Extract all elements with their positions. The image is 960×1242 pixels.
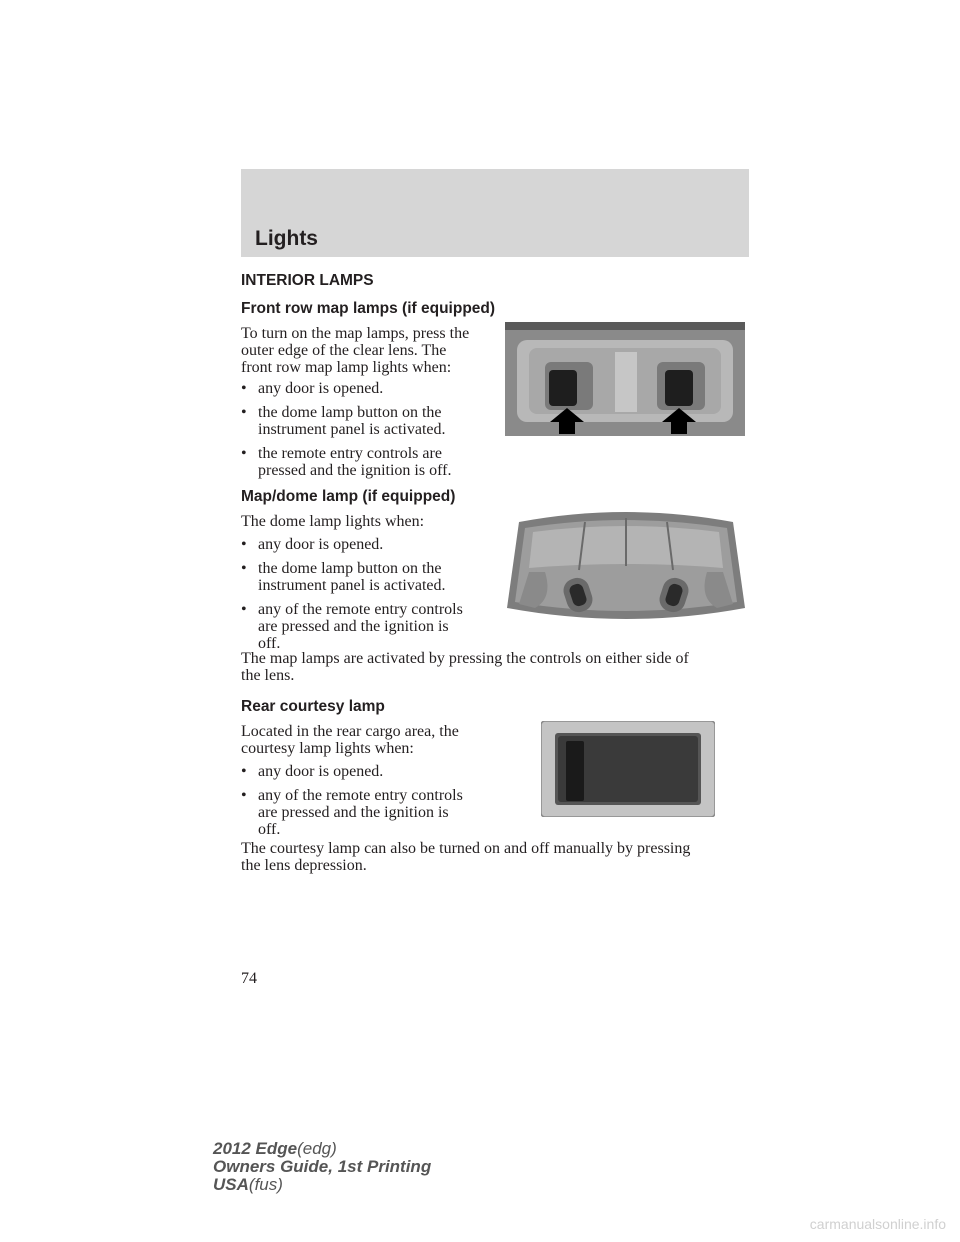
text-line: The map lamps are activated by pressing the controls on either side of [241, 650, 689, 667]
rear-courtesy-lamp-figure [541, 721, 715, 817]
front-map-lamps-figure [505, 322, 745, 436]
text-line: To turn on the map lamps, press the [241, 325, 470, 342]
bullet-glyph: • [241, 763, 247, 780]
footer-model-code: (edg) [297, 1139, 337, 1158]
text-line: the remote entry controls are [258, 445, 442, 462]
text-line: front row map lamp lights when: [241, 359, 452, 376]
map-dome-lamp-figure [505, 508, 747, 626]
text-line: the lens depression. [241, 857, 367, 874]
list-item [241, 536, 463, 553]
bullet-glyph: • [241, 601, 247, 618]
map-dome-bullet-list [241, 536, 463, 659]
footer-model: 2012 Edge [213, 1139, 298, 1158]
text-line: The courtesy lamp can also be turned on and off manually by pressing [241, 840, 691, 857]
document-footer [213, 1140, 431, 1194]
text-line: courtesy lamp lights when: [241, 740, 414, 757]
text-line: are pressed and the ignition is [258, 618, 449, 635]
text-line: any door is opened. [258, 380, 384, 397]
rear-courtesy-intro [241, 723, 459, 757]
map-dome-title: Map/dome lamp (if equipped) [241, 488, 456, 505]
text-line: the dome lamp button on the [258, 404, 442, 421]
section-title: INTERIOR LAMPS [241, 272, 374, 289]
bullet-glyph: • [241, 536, 247, 553]
text-line: Located in the rear cargo area, the [241, 723, 459, 740]
bullet-glyph: • [241, 787, 247, 804]
front-map-intro [241, 325, 469, 376]
list-item [241, 787, 463, 838]
text-line: outer edge of the clear lens. The [241, 342, 447, 359]
list-item [241, 601, 463, 652]
map-dome-intro: The dome lamp lights when: [241, 513, 425, 530]
footer-market-code: (fus) [248, 1175, 283, 1194]
text-line: the dome lamp button on the [258, 560, 442, 577]
text-line: instrument panel is activated. [258, 577, 446, 594]
rear-courtesy-note [241, 840, 690, 874]
footer-market: USA [213, 1175, 249, 1194]
rear-courtesy-title: Rear courtesy lamp [241, 698, 385, 715]
front-map-bullet-list [241, 380, 451, 486]
watermark: carmanualsonline.info [809, 1216, 946, 1232]
bullet-glyph: • [241, 560, 247, 577]
section-header-title: Lights [255, 227, 318, 250]
page-number: 74 [241, 970, 257, 987]
text-line: any of the remote entry controls [258, 601, 463, 618]
rear-courtesy-bullet-list [241, 763, 463, 845]
bullet-glyph: • [241, 380, 247, 397]
bullet-glyph: • [241, 404, 247, 421]
lens-depression-icon [566, 741, 584, 801]
list-item [241, 560, 463, 594]
list-item [241, 404, 451, 438]
text-line: pressed and the ignition is off. [258, 462, 452, 479]
footer-edition: Owners Guide, 1st Printing [213, 1157, 432, 1176]
front-map-title: Front row map lamps (if equipped) [241, 300, 496, 317]
text-line: off. [258, 821, 281, 838]
text-line: are pressed and the ignition is [258, 804, 449, 821]
section-header [241, 169, 749, 257]
text-line: instrument panel is activated. [258, 421, 446, 438]
list-item [241, 445, 451, 479]
list-item [241, 763, 463, 780]
text-line: any door is opened. [258, 536, 384, 553]
text-line: the lens. [241, 667, 295, 684]
text-line: any door is opened. [258, 763, 384, 780]
text-line: any of the remote entry controls [258, 787, 463, 804]
text-line: off. [258, 635, 281, 652]
list-item [241, 380, 451, 397]
bullet-glyph: • [241, 445, 247, 462]
map-dome-note [241, 650, 689, 684]
